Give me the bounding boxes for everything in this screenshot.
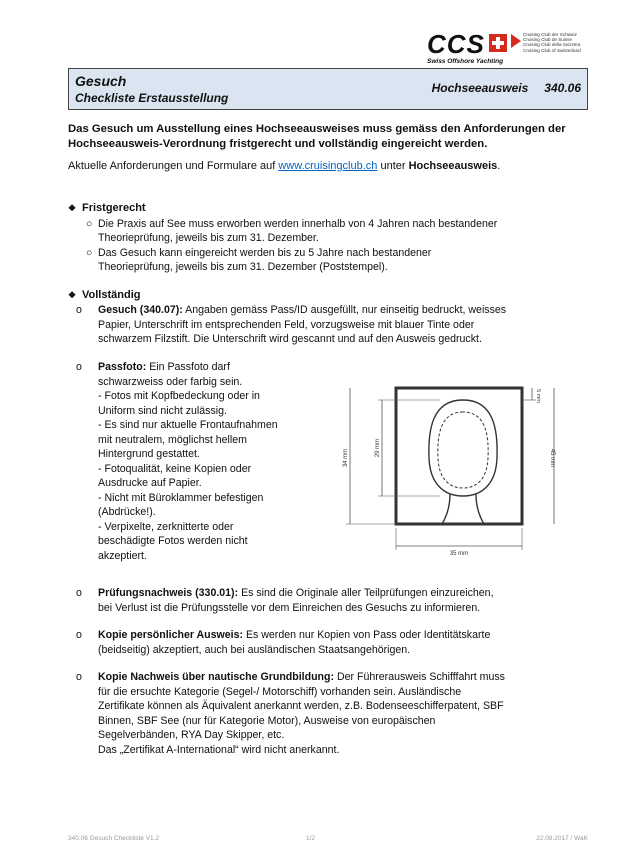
footer-page-number: 1/2 [306,835,316,842]
cruisingclub-link[interactable]: www.cruisingclub.ch [278,160,378,172]
header-doc-id [432,81,581,95]
header-subtitle: Checkliste Erstausstellung [75,91,229,105]
document-header [68,68,588,110]
face-zone-outline [438,412,488,488]
intro-paragraph: Das Gesuch um Ausstellung eines Hochseeausweises muss gemäss den Anforderungen der Hochseeausweis-Verordnung fristgerecht und vollständig eingereicht werden. [68,123,566,150]
photo-frame [396,388,522,524]
pennant-icon [511,34,521,48]
dim-label-34: 34 mm [343,448,349,468]
logo-club-names: Cruising Club der Schweiz Cruising Club de Suisse Cruising Club della Svizzera Cruising Club of Switzerland [523,32,581,53]
circle-bullet-icon: o [76,671,82,683]
circle-bullet-icon: ○ [86,247,93,259]
neck-outline [442,494,484,524]
ccs-logo [427,30,597,68]
section-fristgerecht: ❖ Fristgerecht [68,202,146,214]
footer-right: 22.08.2017 / WaK [536,835,588,842]
dim-label-29: 29 mm [375,438,381,458]
dim-label-5: 5 mm [535,389,541,403]
fristgerecht-item-2: ○ Das Gesuch kann eingereicht werden bis zu 5 Jahre nach bestandener Theorieprüfung, jeweils bis zum 31. Dezember (Poststempel). [86,247,432,273]
requirements-paragraph: Aktuelle Anforderungen und Formulare auf www.cruisingclub.ch unter Hochseeausweis. [68,160,501,172]
section-vollstaendig: ❖ Vollständig [68,289,141,301]
swiss-flag-icon [489,34,507,52]
dim-label-45: 45 mm [549,448,555,468]
header-doc-name: Hochseeausweis [431,81,529,95]
header-title: Gesuch [75,73,127,89]
head-outline [429,400,497,496]
footer-left: 340.06 Gesuch Checkliste V1.2 [68,835,160,842]
diamond-bullet-icon: ❖ [68,203,77,213]
diamond-bullet-icon: ❖ [68,290,77,300]
dim-label-35: 35 mm [449,551,469,557]
circle-bullet-icon: ○ [86,218,93,230]
circle-bullet-icon: o [76,629,82,641]
fristgerecht-item-1: ○ Die Praxis auf See muss erworben werden innerhalb von 4 Jahren nach bestandener Theorieprüfung, jeweils bis zum 31. Dezember. [86,218,498,244]
logo-wordmark: CCS [427,29,485,59]
circle-bullet-icon: o [76,587,82,599]
header-doc-number: 340.06 [544,81,581,95]
passport-photo-diagram [340,378,590,563]
logo-tagline: Swiss Offshore Yachting [427,58,504,65]
circle-bullet-icon: o [76,361,82,373]
circle-bullet-icon: o [76,304,82,316]
